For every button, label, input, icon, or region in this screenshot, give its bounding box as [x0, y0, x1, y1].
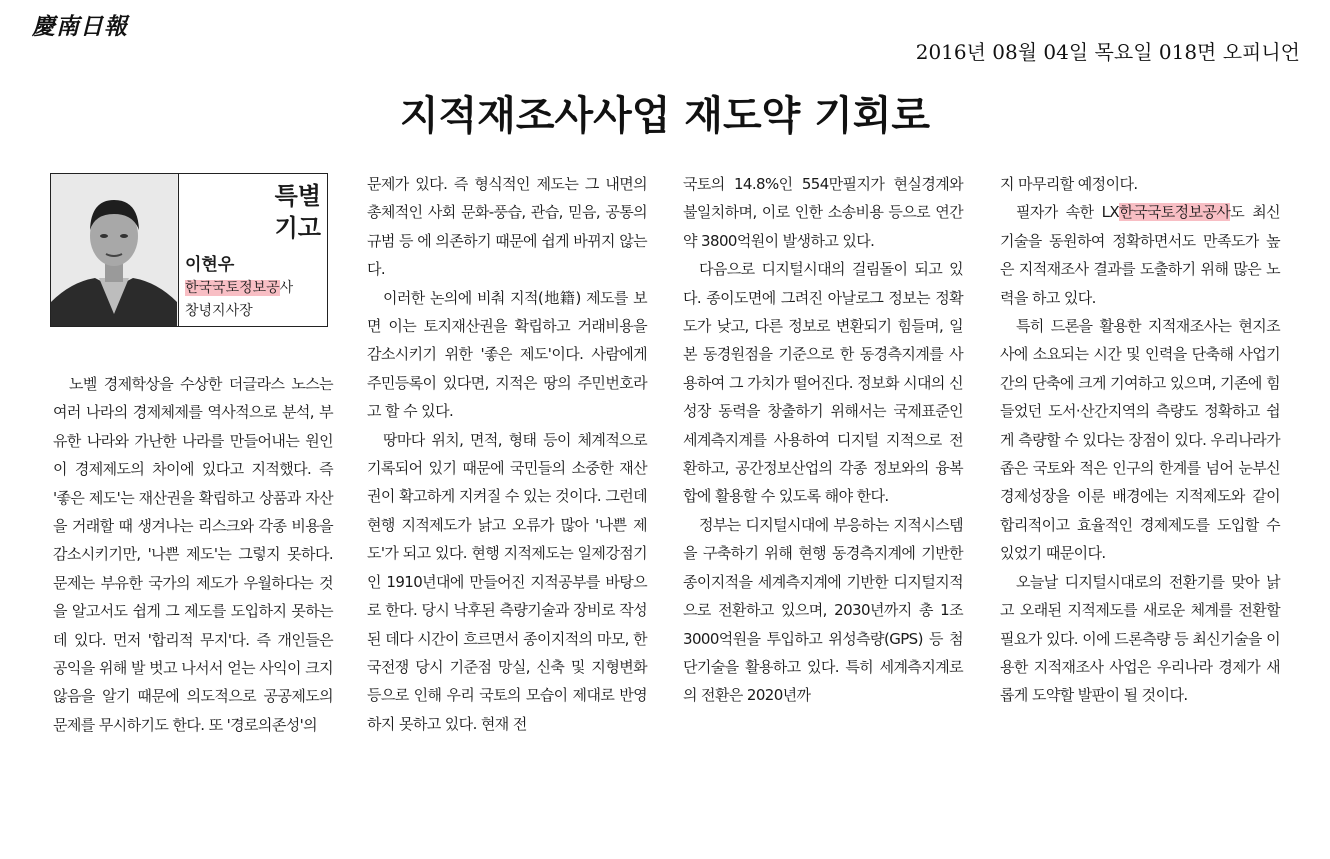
organization-highlight: 한국국토정보공: [185, 280, 280, 296]
paragraph-text: 도 최신 기술을 동원하여 정확하면서도 만족도가 높은 지적재조사 결과를 도출하기 위해 많은 노력을 하고 있다.: [1000, 203, 1280, 307]
paragraph: 노벨 경제학상을 수상한 더글라스 노스는 여러 나라의 경제체제를 역사적으로 분석, 부유한 나라와 가난한 나라를 만들어내는 원인이 경제제도의 차이에 있다고 지적했다. 즉 '좋은 제도'는 재산권을 확립하고 상품과 자산을 거래할 때 생겨나는 리스크와 각종 비용을 감소시키기만, '나쁜 제도'는 그렇지 못하다. 문제는 부유한 국가의 제도가 우월하다는 것을 알고서도 쉽게 그 제도를 도입하지 못하는데 있다. 먼저 '합리적 무지'다. 즉 개인들은 공익을 위해 발 벗고 나서서 얻는 사익이 크지 않음을 알기 때문에 의도적으로 공공제도의 문제를 무시하기도 한다. 또 '경로의존성'의: [53, 375, 333, 734]
paragraph: 이러한 논의에 비춰 지적(地籍) 제도를 보면 이는 토지재산권을 확립하고 거래비용을 감소시키기 위한 '좋은 제도'이다. 사람에게 주민등록이 있다면, 지적은 땅의 주민번호라고 할 수 있다.: [367, 288, 647, 421]
article-column-3: [683, 170, 963, 710]
paragraph-text: 필자가 속한 LX: [1016, 203, 1120, 222]
author-info: [185, 254, 293, 323]
paragraph: 오늘날 디지털시대로의 전환기를 맞아 낡고 오래된 지적제도를 새로운 체계를 전환할 필요가 있다. 이에 드론측량 등 최신기술을 이용한 지적재조사 사업은 우리나라 경제가 새롭게 도약할 발판이 될 것이다.: [1000, 572, 1280, 705]
article-headline: 지적재조사사업 재도약 기회로: [399, 93, 931, 139]
paragraph: 다음으로 디지털시대의 걸림돌이 되고 있다. 종이도면에 그려진 아날로그 정보는 정확도가 낮고, 다른 정보로 변환되기 힘들며, 일본 동경원점을 기준으로 한 동경측지계를 사용하여 그 가치가 떨어진다. 정보화 시대의 신성장 동력을 창출하기 위해서는 국제표준인 세계측지계를 사용하여 디지털 지적으로 전환하고, 공간정보산업의 각종 정보와의 융복합에 활용할 수 있도록 해야 한다.: [683, 260, 963, 506]
tag-line-2: 기고: [274, 214, 321, 242]
author-name: 이현우: [185, 255, 235, 275]
paragraph: 정부는 디지털시대에 부응하는 지적시스템을 구축하기 위해 현행 동경측지계에 기반한 종이지적을 세계측지계에 기반한 디지털지적으로 전환하고 있으며, 2030년까지 총 1조 3000억원을 투입하고 위성측량(GPS) 등 첨단기술을 활용하고 있다. 특히 세계측지계로의 전환은 2020년까: [683, 515, 963, 705]
author-organization: [185, 277, 293, 300]
paragraph: 땅마다 위치, 면적, 형태 등이 체계적으로 기록되어 있기 때문에 국민들의 소중한 재산권이 확고하게 지켜질 수 있는 것이다. 그런데 현행 지적제도가 낡고 오류가 많아 '나쁜 제도'가 되고 있다. 현행 지적제도는 일제강점기인 1910년대에 만들어진 지적공부를 바탕으로 한다. 당시 낙후된 측량기술과 장비로 작성된 데다 시간이 흐르면서 종이지적의 마모, 한국전쟁 당시 기준점 망실, 신축 및 지형변화 등으로 인해 우리 국토의 모습이 제대로 반영하지 못하고 있다. 현재 전: [367, 430, 647, 733]
article-column-2: [367, 170, 647, 738]
organization-highlight: 한국국토정보공사: [1119, 203, 1231, 222]
paragraph-with-highlight: [1000, 198, 1280, 312]
organization-suffix: 사: [279, 280, 294, 296]
paragraph: 문제가 있다. 즉 형식적인 제도는 그 내면의 총체적인 사회 문화-풍습, 관습, 믿음, 공통의 규범 등 에 의존하기 때문에 쉽게 바뀌지 않는다.: [367, 175, 647, 279]
byline-box: [50, 173, 328, 327]
article-column-4: [1000, 170, 1280, 710]
paragraph: 지 마무리할 예정이다.: [1000, 175, 1138, 193]
author-portrait-image: [51, 174, 177, 326]
publication-dateline: 2016년 08월 04일 목요일 018면 오피니언: [915, 40, 1300, 64]
article-column-1: [53, 370, 333, 739]
author-title: 창녕지사장: [185, 303, 253, 319]
newspaper-masthead: 慶南日報: [32, 13, 128, 40]
author-photo: [51, 174, 179, 326]
special-contribution-tag: [275, 180, 321, 244]
paragraph: 특히 드론을 활용한 지적재조사는 현지조사에 소요되는 시간 및 인력을 단축해 사업기간의 단축에 크게 기여하고 있으며, 기존에 힘들었던 도서·산간지역의 측량도 정확하고 쉽게 측량할 수 있다는 장점이 있다. 우리나라가 좁은 국토와 적은 인구의 한계를 넘어 눈부신 경제성장을 이룬 배경에는 지적제도와 같이 합리적이고 효율적인 경제제도를 도입할 수 있었기 때문이다.: [1000, 317, 1280, 563]
tag-line-1: 특별: [274, 182, 321, 210]
paragraph: 국토의 14.8%인 554만필지가 현실경계와 불일치하며, 이로 인한 소송비용 등으로 연간 약 3800억원이 발생하고 있다.: [683, 175, 963, 250]
